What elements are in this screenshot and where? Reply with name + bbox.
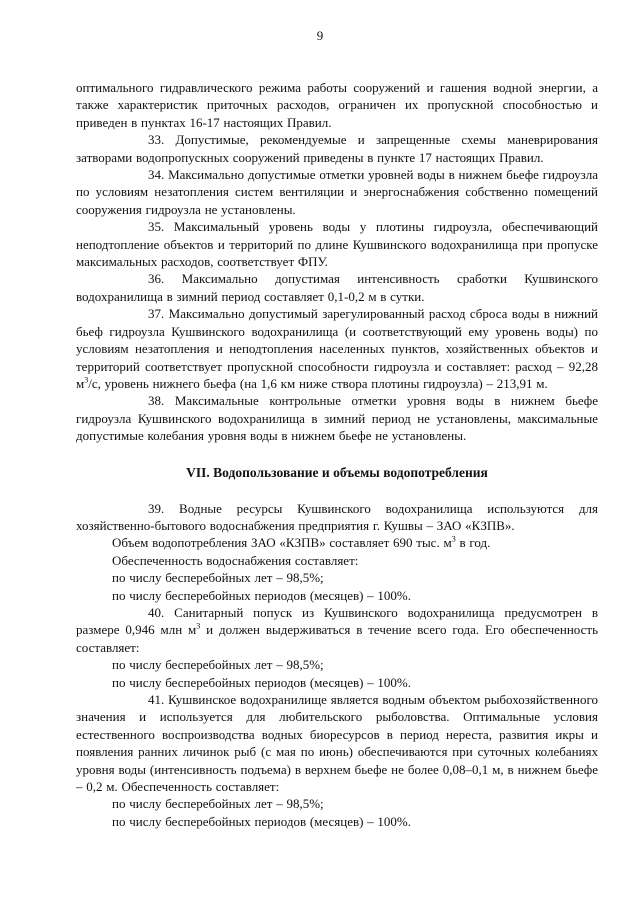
- paragraph-40: [76, 604, 598, 656]
- paragraph-number: 33.: [148, 132, 165, 148]
- paragraph-number: 41.: [148, 692, 165, 707]
- paragraph-text: Максимальный уровень воды у плотины гидроузла, обеспечивающий неподтопление объектов и территорий по длине Кушвинского водохранилища при пропуске максимальных расходов, соответствует ФПУ.: [76, 219, 599, 270]
- paragraph-41-line-years: по числу бесперебойных лет – 98,5%;: [112, 796, 324, 812]
- paragraph-39: [76, 500, 598, 535]
- paragraph-39-volume: [76, 534, 598, 551]
- paragraph-number: 38.: [148, 393, 165, 409]
- paragraph-36: [76, 270, 598, 305]
- superscript: 3: [84, 375, 89, 385]
- paragraph-text: Кушвинское водохранилище является водным объектом рыбохозяйственного значения и используется для любительского рыболовства. Оптимальные условия естественного воспроизводства водных биоресурсов в период нереста, развития икры и появления ранних личинок рыб (с мая по июнь) обеспечиваются при суточных колебаниях уровня воды (интенсивность подъема) в верхнем бьефе не более 0,08–0,1 м, в нижнем бьефе – 0,2 м. Обеспеченность составляет:: [76, 692, 598, 795]
- paragraph-number: 34.: [148, 167, 165, 183]
- superscript: 3: [196, 622, 201, 632]
- paragraph-40-line-years: по числу бесперебойных лет – 98,5%;: [112, 657, 324, 673]
- paragraph-text: Максимальные контрольные отметки уровня воды в нижнем бьефе гидроузла Кушвинского водохранилища в зимний период не установлены, максимальные допустимые колебания уровня воды в нижнем бьефе не установлены.: [76, 393, 598, 444]
- paragraph-text: оптимального гидравлического режима работы сооружений и гашения водной энергии, а также характеристик приточных расходов, ограничен их пропускной способностью и приведен в пунктах 16-17 настоящих Правил.: [76, 80, 598, 130]
- paragraph-35: [76, 218, 598, 270]
- paragraph-39-line-years: по числу бесперебойных лет – 98,5%;: [112, 570, 324, 586]
- paragraph-number: 37.: [148, 306, 165, 322]
- paragraph-text: Максимально допустимый зарегулированный расход сброса воды в нижний бьеф гидроузла Кушвинского водохранилища (и соответствующий ему уровень воды) по условиям незатопления и неподтопления населенных пунктов, хозяйственных объектов и территорий соответствует пропускной способности гидроузла и составляет: расход – 92,28 м: [76, 306, 599, 391]
- paragraph-text: Санитарный попуск из Кушвинского водохранилища предусмотрен в размере 0,946 млн м: [76, 604, 598, 638]
- paragraph-text: Водные ресурсы Кушвинского водохранилища используются для хозяйственно-бытового водоснабжения предприятия г. Кушвы – ЗАО «КЗПВ».: [76, 500, 599, 533]
- paragraph-41-line-periods: по числу бесперебойных периодов (месяцев) – 100%.: [112, 813, 412, 829]
- paragraph-41: [76, 691, 598, 795]
- paragraph-39-line-periods: по числу бесперебойных периодов (месяцев) – 100%.: [112, 587, 412, 603]
- paragraph-number: 39.: [148, 500, 165, 516]
- paragraph-text-tail: /с, уровень нижнего бьефа (на 1,6 км ниже створа плотины гидроузла) – 213,91 м.: [88, 375, 548, 391]
- paragraph-number: 35.: [148, 219, 165, 235]
- section-heading: VII. Водопользование и объемы водопотребления: [186, 464, 488, 480]
- paragraph-34: [76, 166, 598, 218]
- paragraph-text: Объем водопотребления ЗАО «КЗПВ» составляет 690 тыс. м: [112, 535, 452, 551]
- paragraph-text: Максимально допустимая интенсивность сработки Кушвинского водохранилища в зимний период составляет 0,1-0,2 м в сутки.: [76, 271, 598, 304]
- paragraph-39-security-intro: Обеспеченность водоснабжения составляет:: [112, 552, 359, 568]
- paragraph-32-continuation: [76, 79, 598, 131]
- paragraph-33: [76, 131, 598, 166]
- paragraph-40-line-periods: по числу бесперебойных периодов (месяцев) – 100%.: [112, 674, 412, 690]
- paragraph-text: Допустимые, рекомендуемые и запрещенные схемы маневрирования затворами водопропускных сооружений приведены в пункте 17 настоящих Правил.: [76, 132, 598, 165]
- paragraph-text-tail: в год.: [455, 535, 491, 551]
- paragraph-number: 36.: [148, 271, 165, 287]
- paragraph-text-tail: и должен выдерживаться в течение всего года. Его обеспеченность составляет:: [76, 622, 599, 655]
- superscript: 3: [451, 535, 456, 545]
- paragraph-text: Максимально допустимые отметки уровней воды в нижнем бьефе гидроузла по условиям незатопления систем вентиляции и энергоснабжения собственно помещений сооружения гидроузла не установлены.: [76, 167, 599, 217]
- page-number: 9: [316, 28, 324, 43]
- document-body: [76, 79, 598, 830]
- paragraph-37: [76, 305, 598, 392]
- paragraph-38: [76, 392, 598, 444]
- paragraph-number: 40.: [148, 604, 165, 620]
